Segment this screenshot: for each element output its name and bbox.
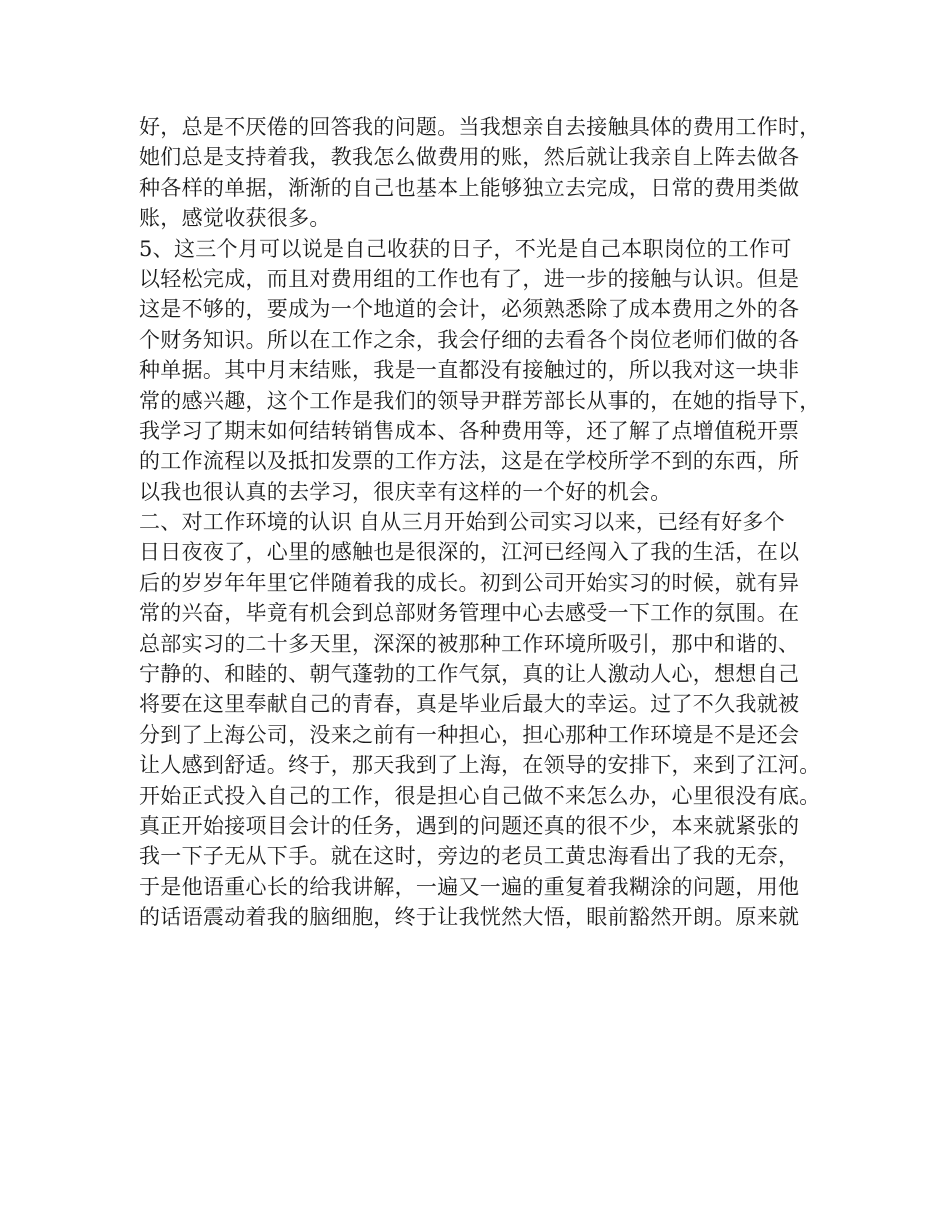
text-line: 开始正式投入自己的工作，很是担心自己做不来怎么办，心里很没有底。 bbox=[139, 783, 821, 808]
text-line: 好，总是不厌倦的回答我的问题。当我想亲自去接触具体的费用工作时， bbox=[139, 115, 821, 139]
text-line: 我学习了期末如何结转销售成本、各种费用等，还了解了点增值税开票 bbox=[139, 418, 800, 443]
text-line: 于是他语重心长的给我讲解，一遍又一遍的重复着我糊涂的问题，用他 bbox=[139, 874, 800, 899]
text-line: 真正开始接项目会计的任务，遇到的问题还真的很不少，本来就紧张的 bbox=[139, 813, 800, 838]
text-line: 这是不够的，要成为一个地道的会计，必须熟悉除了成本费用之外的各 bbox=[139, 297, 800, 322]
text-line: 后的岁岁年年里它伴随着我的成长。初到公司开始实习的时候，就有异 bbox=[139, 570, 800, 595]
text-line: 以轻松完成，而且对费用组的工作也有了，进一步的接触与认识。但是 bbox=[139, 266, 800, 291]
text-line: 二、对工作环境的认识 自从三月开始到公司实习以来，已经有好多个 bbox=[139, 510, 785, 535]
text-line: 种单据。其中月末结账，我是一直都没有接触过的，所以我对这一块非 bbox=[139, 358, 800, 383]
text-line: 我一下子无从下手。就在这时，旁边的老员工黄忠海看出了我的无奈， bbox=[139, 844, 800, 869]
text-line: 个财务知识。所以在工作之余，我会仔细的去看各个岗位老师们做的各 bbox=[139, 327, 800, 352]
text-line: 她们总是支持着我，教我怎么做费用的账，然后就让我亲自上阵去做各 bbox=[139, 145, 800, 170]
text-line: 的工作流程以及抵扣发票的工作方法，这是在学校所学不到的东西，所 bbox=[139, 449, 800, 474]
text-line: 宁静的、和睦的、朝气蓬勃的工作气氛，真的让人激动人心，想想自己 bbox=[139, 662, 800, 687]
text-line: 分到了上海公司，没来之前有一种担心，担心那种工作环境是不是还会 bbox=[139, 722, 800, 747]
text-line: 常的兴奋，毕竟有机会到总部财务管理中心去感受一下工作的氛围。在 bbox=[139, 601, 800, 626]
text-line: 账，感觉收获很多。 bbox=[139, 206, 331, 231]
text-line: 将要在这里奉献自己的青春，真是毕业后最大的幸运。过了不久我就被 bbox=[139, 692, 800, 717]
text-line: 以我也很认真的去学习，很庆幸有这样的一个好的机会。 bbox=[139, 479, 672, 504]
text-line: 常的感兴趣，这个工作是我们的领导尹群芳部长从事的，在她的指导下， bbox=[139, 388, 821, 413]
text-line: 的话语震动着我的脑细胞，终于让我恍然大悟，眼前豁然开朗。原来就 bbox=[139, 905, 800, 930]
text-line: 种各样的单据，渐渐的自己也基本上能够独立去完成，日常的费用类做 bbox=[139, 175, 800, 200]
text-line: 5、这三个月可以说是自己收获的日子，不光是自己本职岗位的工作可 bbox=[139, 236, 792, 261]
body-text bbox=[139, 112, 839, 933]
text-line: 让人感到舒适。终于，那天我到了上海，在领导的安排下，来到了江河。 bbox=[139, 753, 821, 778]
text-line: 日日夜夜了，心里的感触也是很深的，江河已经闯入了我的生活，在以 bbox=[139, 540, 800, 565]
text-line: 总部实习的二十多天里，深深的被那种工作环境所吸引，那中和谐的、 bbox=[139, 631, 800, 656]
